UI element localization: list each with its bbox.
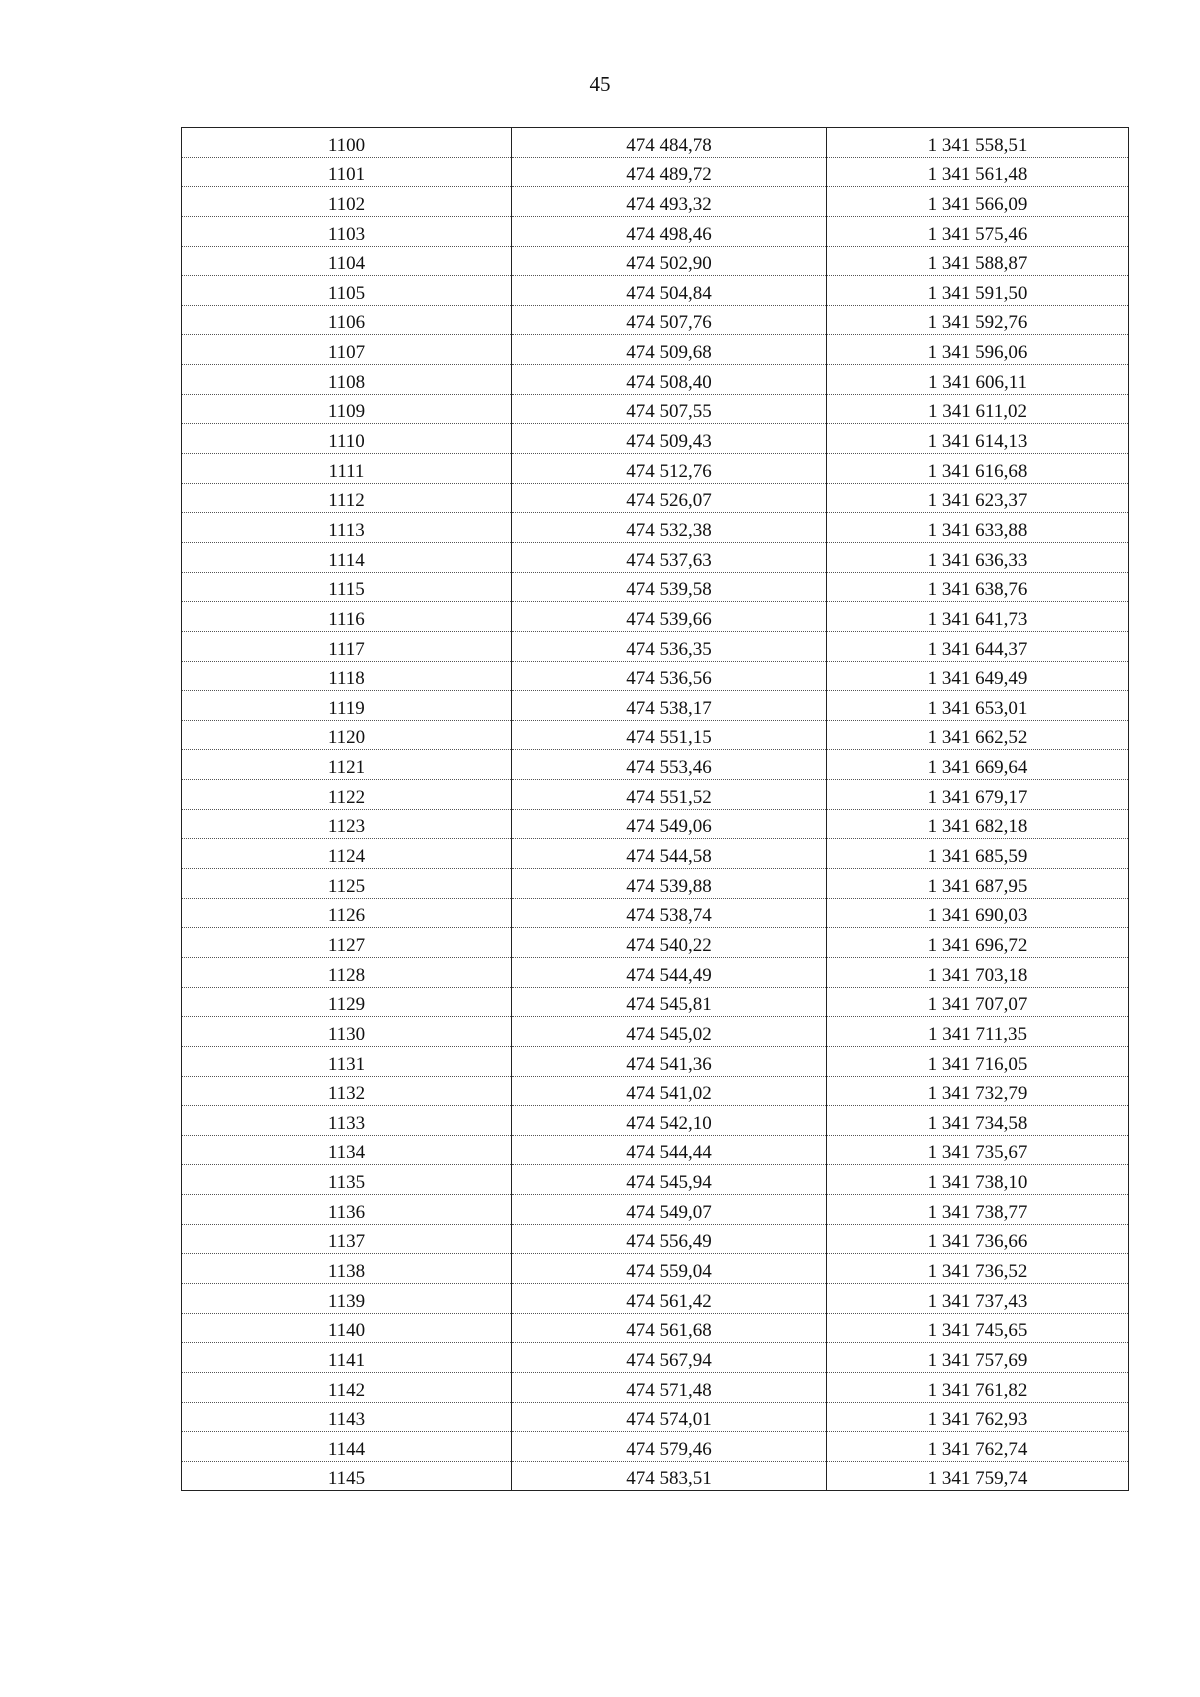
y-coordinate-cell: 1 341 687,95 [827,869,1129,899]
table-row [182,1195,1129,1225]
point-number-cell: 1113 [182,513,512,543]
point-number-cell: 1110 [182,424,512,454]
point-number-cell: 1124 [182,839,512,869]
x-coordinate-cell: 474 502,90 [512,246,827,276]
table-row [182,424,1129,454]
x-coordinate-cell: 474 539,58 [512,572,827,602]
y-coordinate-cell: 1 341 703,18 [827,957,1129,987]
y-coordinate-cell: 1 341 732,79 [827,1076,1129,1106]
table-row [182,750,1129,780]
table-row [182,1372,1129,1402]
x-coordinate-cell: 474 541,02 [512,1076,827,1106]
y-coordinate-cell: 1 341 707,07 [827,987,1129,1017]
x-coordinate-cell: 474 508,40 [512,365,827,395]
y-coordinate-cell: 1 341 735,67 [827,1135,1129,1165]
y-coordinate-cell: 1 341 669,64 [827,750,1129,780]
y-coordinate-cell: 1 341 616,68 [827,454,1129,484]
y-coordinate-cell: 1 341 738,10 [827,1165,1129,1195]
x-coordinate-cell: 474 545,02 [512,1017,827,1047]
y-coordinate-cell: 1 341 682,18 [827,809,1129,839]
point-number-cell: 1103 [182,216,512,246]
table-row [182,513,1129,543]
y-coordinate-cell: 1 341 711,35 [827,1017,1129,1047]
y-coordinate-cell: 1 341 641,73 [827,602,1129,632]
x-coordinate-cell: 474 579,46 [512,1432,827,1462]
point-number-cell: 1101 [182,157,512,187]
x-coordinate-cell: 474 537,63 [512,542,827,572]
table-row [182,572,1129,602]
y-coordinate-cell: 1 341 737,43 [827,1283,1129,1313]
x-coordinate-cell: 474 544,44 [512,1135,827,1165]
point-number-cell: 1116 [182,602,512,632]
y-coordinate-cell: 1 341 759,74 [827,1461,1129,1491]
table-row [182,631,1129,661]
point-number-cell: 1133 [182,1106,512,1136]
point-number-cell: 1109 [182,394,512,424]
y-coordinate-cell: 1 341 757,69 [827,1343,1129,1373]
y-coordinate-cell: 1 341 679,17 [827,780,1129,810]
table-row [182,1046,1129,1076]
point-number-cell: 1114 [182,542,512,572]
point-number-cell: 1144 [182,1432,512,1462]
y-coordinate-cell: 1 341 716,05 [827,1046,1129,1076]
point-number-cell: 1118 [182,661,512,691]
x-coordinate-cell: 474 571,48 [512,1372,827,1402]
table-row [182,1224,1129,1254]
point-number-cell: 1145 [182,1461,512,1491]
table-row [182,1432,1129,1462]
table-row [182,335,1129,365]
y-coordinate-cell: 1 341 614,13 [827,424,1129,454]
y-coordinate-cell: 1 341 636,33 [827,542,1129,572]
page-number: 45 [589,72,611,96]
point-number-cell: 1120 [182,720,512,750]
table-row [182,483,1129,513]
x-coordinate-cell: 474 545,94 [512,1165,827,1195]
table-row [182,691,1129,721]
point-number-cell: 1106 [182,305,512,335]
table-row [182,957,1129,987]
x-coordinate-cell: 474 512,76 [512,454,827,484]
point-number-cell: 1132 [182,1076,512,1106]
y-coordinate-cell: 1 341 606,11 [827,365,1129,395]
x-coordinate-cell: 474 538,74 [512,898,827,928]
point-number-cell: 1123 [182,809,512,839]
point-number-cell: 1105 [182,276,512,306]
x-coordinate-cell: 474 538,17 [512,691,827,721]
point-number-cell: 1141 [182,1343,512,1373]
table-row [182,276,1129,306]
point-number-cell: 1117 [182,631,512,661]
x-coordinate-cell: 474 498,46 [512,216,827,246]
x-coordinate-cell: 474 567,94 [512,1343,827,1373]
y-coordinate-cell: 1 341 662,52 [827,720,1129,750]
table-row [182,720,1129,750]
x-coordinate-cell: 474 509,43 [512,424,827,454]
y-coordinate-cell: 1 341 592,76 [827,305,1129,335]
table-row [182,157,1129,187]
y-coordinate-cell: 1 341 588,87 [827,246,1129,276]
table-row [182,869,1129,899]
x-coordinate-cell: 474 561,42 [512,1283,827,1313]
table-row [182,1076,1129,1106]
x-coordinate-cell: 474 545,81 [512,987,827,1017]
x-coordinate-cell: 474 561,68 [512,1313,827,1343]
y-coordinate-cell: 1 341 736,52 [827,1254,1129,1284]
y-coordinate-cell: 1 341 575,46 [827,216,1129,246]
y-coordinate-cell: 1 341 638,76 [827,572,1129,602]
point-number-cell: 1104 [182,246,512,276]
table-row [182,1283,1129,1313]
table-row [182,809,1129,839]
y-coordinate-cell: 1 341 734,58 [827,1106,1129,1136]
coordinates-table [181,127,1129,1491]
point-number-cell: 1142 [182,1372,512,1402]
x-coordinate-cell: 474 504,84 [512,276,827,306]
point-number-cell: 1127 [182,928,512,958]
point-number-cell: 1100 [182,128,512,158]
table-row [182,898,1129,928]
table-row [182,928,1129,958]
point-number-cell: 1143 [182,1402,512,1432]
x-coordinate-cell: 474 574,01 [512,1402,827,1432]
y-coordinate-cell: 1 341 596,06 [827,335,1129,365]
y-coordinate-cell: 1 341 761,82 [827,1372,1129,1402]
point-number-cell: 1129 [182,987,512,1017]
table-row [182,1461,1129,1491]
point-number-cell: 1137 [182,1224,512,1254]
y-coordinate-cell: 1 341 644,37 [827,631,1129,661]
x-coordinate-cell: 474 489,72 [512,157,827,187]
x-coordinate-cell: 474 493,32 [512,187,827,217]
point-number-cell: 1119 [182,691,512,721]
table-row [182,246,1129,276]
table-row [182,661,1129,691]
point-number-cell: 1135 [182,1165,512,1195]
y-coordinate-cell: 1 341 738,77 [827,1195,1129,1225]
x-coordinate-cell: 474 536,56 [512,661,827,691]
point-number-cell: 1126 [182,898,512,928]
x-coordinate-cell: 474 549,06 [512,809,827,839]
x-coordinate-cell: 474 484,78 [512,128,827,158]
y-coordinate-cell: 1 341 762,74 [827,1432,1129,1462]
table-row [182,542,1129,572]
table-row [182,1017,1129,1047]
point-number-cell: 1122 [182,780,512,810]
point-number-cell: 1128 [182,957,512,987]
point-number-cell: 1130 [182,1017,512,1047]
x-coordinate-cell: 474 556,49 [512,1224,827,1254]
x-coordinate-cell: 474 532,38 [512,513,827,543]
x-coordinate-cell: 474 542,10 [512,1106,827,1136]
y-coordinate-cell: 1 341 649,49 [827,661,1129,691]
y-coordinate-cell: 1 341 653,01 [827,691,1129,721]
y-coordinate-cell: 1 341 623,37 [827,483,1129,513]
table-row [182,305,1129,335]
table-row [182,1135,1129,1165]
y-coordinate-cell: 1 341 745,65 [827,1313,1129,1343]
x-coordinate-cell: 474 559,04 [512,1254,827,1284]
table-row [182,780,1129,810]
y-coordinate-cell: 1 341 566,09 [827,187,1129,217]
x-coordinate-cell: 474 551,15 [512,720,827,750]
point-number-cell: 1121 [182,750,512,780]
x-coordinate-cell: 474 539,88 [512,869,827,899]
point-number-cell: 1111 [182,454,512,484]
table-row [182,128,1129,158]
y-coordinate-cell: 1 341 558,51 [827,128,1129,158]
y-coordinate-cell: 1 341 690,03 [827,898,1129,928]
x-coordinate-cell: 474 541,36 [512,1046,827,1076]
point-number-cell: 1112 [182,483,512,513]
x-coordinate-cell: 474 544,49 [512,957,827,987]
table-row [182,1313,1129,1343]
x-coordinate-cell: 474 551,52 [512,780,827,810]
x-coordinate-cell: 474 540,22 [512,928,827,958]
point-number-cell: 1108 [182,365,512,395]
point-number-cell: 1134 [182,1135,512,1165]
x-coordinate-cell: 474 583,51 [512,1461,827,1491]
table-row [182,454,1129,484]
y-coordinate-cell: 1 341 611,02 [827,394,1129,424]
x-coordinate-cell: 474 536,35 [512,631,827,661]
table-row [182,1254,1129,1284]
table-row [182,602,1129,632]
y-coordinate-cell: 1 341 696,72 [827,928,1129,958]
point-number-cell: 1115 [182,572,512,602]
point-number-cell: 1138 [182,1254,512,1284]
point-number-cell: 1107 [182,335,512,365]
coordinates-table-body [182,128,1129,1491]
y-coordinate-cell: 1 341 633,88 [827,513,1129,543]
x-coordinate-cell: 474 549,07 [512,1195,827,1225]
point-number-cell: 1131 [182,1046,512,1076]
x-coordinate-cell: 474 507,76 [512,305,827,335]
y-coordinate-cell: 1 341 762,93 [827,1402,1129,1432]
y-coordinate-cell: 1 341 561,48 [827,157,1129,187]
table-row [182,365,1129,395]
table-row [182,216,1129,246]
table-row [182,1165,1129,1195]
table-row [182,839,1129,869]
point-number-cell: 1140 [182,1313,512,1343]
point-number-cell: 1136 [182,1195,512,1225]
y-coordinate-cell: 1 341 591,50 [827,276,1129,306]
y-coordinate-cell: 1 341 736,66 [827,1224,1129,1254]
x-coordinate-cell: 474 507,55 [512,394,827,424]
x-coordinate-cell: 474 539,66 [512,602,827,632]
y-coordinate-cell: 1 341 685,59 [827,839,1129,869]
x-coordinate-cell: 474 526,07 [512,483,827,513]
x-coordinate-cell: 474 544,58 [512,839,827,869]
x-coordinate-cell: 474 509,68 [512,335,827,365]
table-row [182,1343,1129,1373]
table-row [182,394,1129,424]
table-row [182,187,1129,217]
point-number-cell: 1102 [182,187,512,217]
point-number-cell: 1139 [182,1283,512,1313]
table-row [182,1106,1129,1136]
table-row [182,987,1129,1017]
table-row [182,1402,1129,1432]
point-number-cell: 1125 [182,869,512,899]
x-coordinate-cell: 474 553,46 [512,750,827,780]
